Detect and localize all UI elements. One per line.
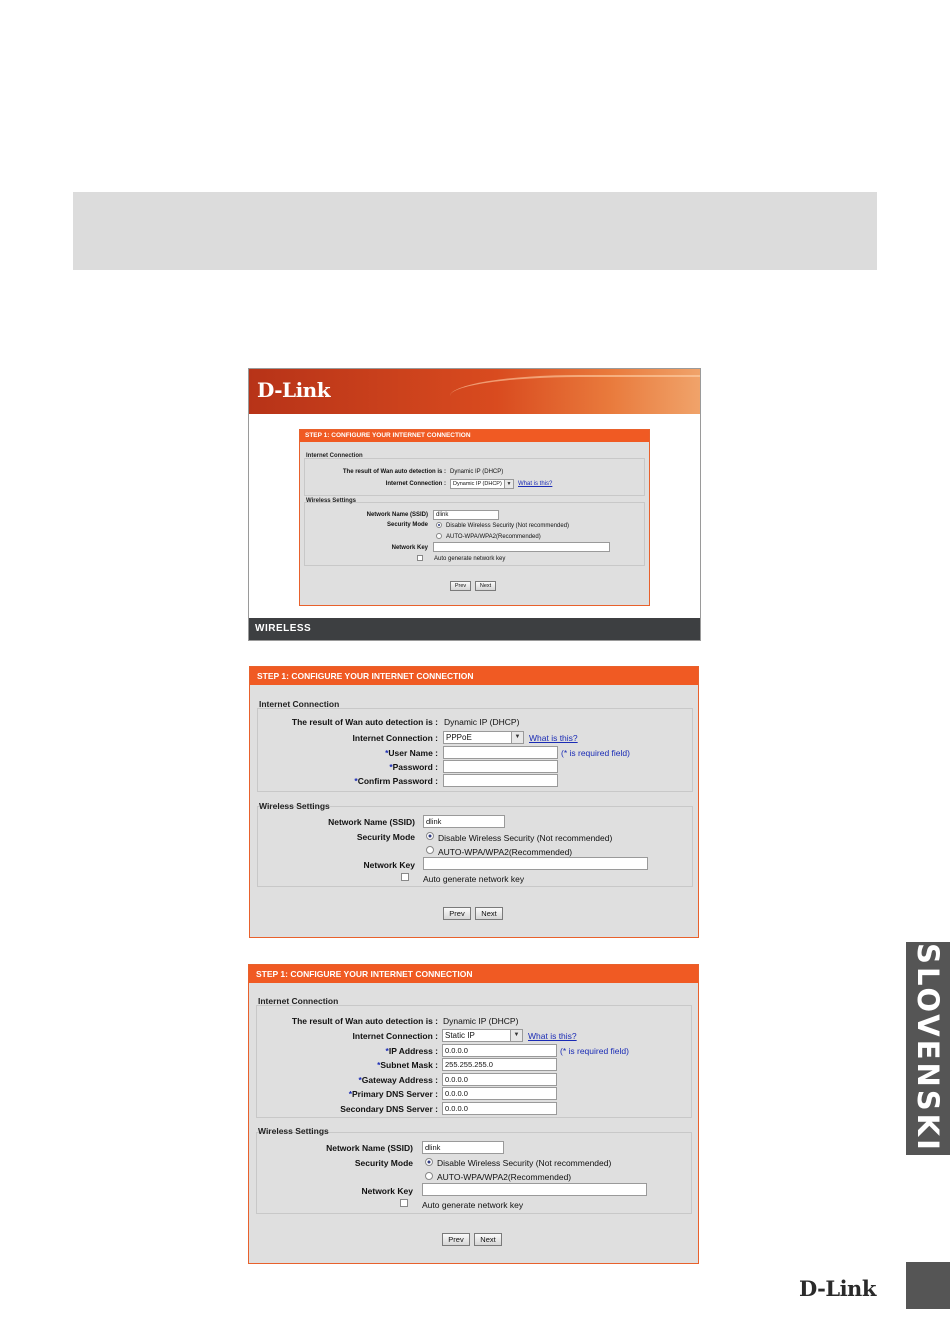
confirm-password-input[interactable] bbox=[443, 774, 558, 787]
security-mode-label: Security Mode bbox=[356, 832, 415, 842]
ip-address-label: *IP Address : bbox=[385, 1046, 438, 1056]
internet-connection-select[interactable]: Dynamic IP (DHCP) ▼ bbox=[450, 479, 514, 489]
wan-detect-value: Dynamic IP (DHCP) bbox=[450, 469, 504, 475]
gateway-address-input[interactable]: 0.0.0.0 bbox=[442, 1073, 557, 1086]
auto-generate-label: Auto generate network key bbox=[423, 874, 525, 884]
ssid-label: Network Name (SSID) bbox=[366, 512, 428, 518]
wan-detect-label: The result of Wan auto detection is : bbox=[291, 1016, 438, 1026]
required-field-note: (* is required field) bbox=[560, 1046, 629, 1056]
chevron-down-icon: ▼ bbox=[511, 732, 523, 743]
wizard-panel-dhcp bbox=[299, 429, 650, 606]
internet-connection-label: Internet Connection : bbox=[352, 733, 438, 743]
primary-dns-label: *Primary DNS Server : bbox=[348, 1089, 438, 1099]
dlink-logo: D-Link bbox=[257, 378, 331, 402]
auto-generate-label: Auto generate network key bbox=[434, 556, 506, 562]
radio-auto-wpa[interactable] bbox=[425, 1172, 433, 1180]
primary-dns-input[interactable]: 0.0.0.0 bbox=[442, 1087, 557, 1100]
page-number-box bbox=[906, 1262, 950, 1309]
radio-auto-wpa-label: AUTO-WPA/WPA2(Recommended) bbox=[437, 1172, 572, 1182]
wizard-panel-static-ip bbox=[248, 964, 699, 1264]
user-name-label: *User Name : bbox=[385, 748, 438, 758]
prev-button[interactable]: Prev bbox=[450, 581, 471, 591]
prev-button[interactable]: Prev bbox=[443, 907, 471, 920]
gateway-address-label: *Gateway Address : bbox=[358, 1075, 438, 1085]
network-key-input[interactable] bbox=[423, 857, 648, 870]
step-title: STEP 1: CONFIGURE YOUR INTERNET CONNECTION bbox=[300, 430, 649, 442]
ssid-input[interactable]: dlink bbox=[422, 1141, 504, 1154]
router-footer-bar bbox=[249, 618, 700, 640]
network-key-label: Network Key bbox=[361, 1186, 413, 1196]
security-mode-label: Security Mode bbox=[386, 522, 428, 528]
confirm-password-label: *Confirm Password : bbox=[354, 776, 438, 786]
wireless-settings-heading: Wireless Settings bbox=[306, 498, 356, 504]
auto-generate-checkbox[interactable] bbox=[400, 1199, 408, 1207]
internet-connection-label: Internet Connection : bbox=[385, 481, 446, 487]
ssid-label: Network Name (SSID) bbox=[328, 817, 415, 827]
internet-connection-heading: Internet Connection bbox=[258, 996, 339, 1006]
radio-disable-security[interactable] bbox=[436, 522, 442, 528]
radio-auto-wpa-label: AUTO-WPA/WPA2(Recommended) bbox=[438, 847, 573, 857]
radio-auto-wpa[interactable] bbox=[426, 846, 434, 854]
security-mode-label: Security Mode bbox=[354, 1158, 413, 1168]
internet-connection-select[interactable]: PPPoE ▼ bbox=[443, 731, 524, 744]
secondary-dns-label: Secondary DNS Server : bbox=[340, 1104, 438, 1114]
header-swoosh bbox=[450, 375, 701, 417]
ssid-label: Network Name (SSID) bbox=[326, 1143, 413, 1153]
password-input[interactable] bbox=[443, 760, 558, 773]
ip-address-input[interactable]: 0.0.0.0 bbox=[442, 1044, 557, 1057]
internet-connection-heading: Internet Connection bbox=[306, 453, 363, 459]
router-header bbox=[249, 369, 700, 414]
what-is-this-link[interactable]: What is this? bbox=[518, 481, 553, 487]
required-field-note: (* is required field) bbox=[561, 748, 630, 758]
radio-disable-security-label: Disable Wireless Security (Not recommended) bbox=[438, 833, 613, 843]
auto-generate-checkbox[interactable] bbox=[417, 555, 423, 561]
radio-disable-security[interactable] bbox=[426, 832, 434, 840]
radio-disable-security-label: Disable Wireless Security (Not recommended) bbox=[437, 1158, 612, 1168]
internet-connection-fieldset bbox=[304, 458, 645, 496]
wan-detect-label: The result of Wan auto detection is : bbox=[342, 469, 446, 475]
wizard-panel-pppoe bbox=[249, 666, 699, 938]
auto-generate-checkbox[interactable] bbox=[401, 873, 409, 881]
network-key-label: Network Key bbox=[391, 545, 428, 551]
section-banner bbox=[73, 192, 877, 270]
chevron-down-icon: ▼ bbox=[510, 1030, 522, 1041]
wan-detect-value: Dynamic IP (DHCP) bbox=[444, 717, 520, 727]
network-key-label: Network Key bbox=[363, 860, 415, 870]
language-side-tab bbox=[906, 942, 950, 1155]
next-button[interactable]: Next bbox=[474, 1233, 502, 1246]
dlink-footer-logo: D-Link bbox=[799, 1276, 876, 1301]
internet-connection-select[interactable]: Static IP ▼ bbox=[442, 1029, 523, 1042]
radio-disable-security[interactable] bbox=[425, 1158, 433, 1166]
router-ui-screenshot-dhcp bbox=[248, 368, 701, 641]
what-is-this-link[interactable]: What is this? bbox=[529, 733, 578, 743]
wan-detect-label: The result of Wan auto detection is : bbox=[291, 717, 438, 727]
subnet-mask-input[interactable]: 255.255.255.0 bbox=[442, 1058, 557, 1071]
user-name-input[interactable] bbox=[443, 746, 558, 759]
auto-generate-label: Auto generate network key bbox=[422, 1200, 524, 1210]
wireless-footer-label: WIRELESS bbox=[255, 623, 312, 634]
step-title: STEP 1: CONFIGURE YOUR INTERNET CONNECTION bbox=[250, 667, 698, 685]
wan-detect-value: Dynamic IP (DHCP) bbox=[443, 1016, 519, 1026]
secondary-dns-input[interactable]: 0.0.0.0 bbox=[442, 1102, 557, 1115]
ssid-input[interactable]: dlink bbox=[423, 815, 505, 828]
subnet-mask-label: *Subnet Mask : bbox=[377, 1060, 438, 1070]
radio-auto-wpa[interactable] bbox=[436, 533, 442, 539]
wireless-settings-heading: Wireless Settings bbox=[259, 801, 330, 811]
internet-connection-label: Internet Connection : bbox=[352, 1031, 438, 1041]
chevron-down-icon: ▼ bbox=[504, 480, 513, 488]
wireless-settings-heading: Wireless Settings bbox=[258, 1126, 329, 1136]
next-button[interactable]: Next bbox=[475, 581, 496, 591]
next-button[interactable]: Next bbox=[475, 907, 503, 920]
ssid-input[interactable]: dlink bbox=[433, 510, 499, 520]
internet-connection-heading: Internet Connection bbox=[259, 699, 340, 709]
what-is-this-link[interactable]: What is this? bbox=[528, 1031, 577, 1041]
network-key-input[interactable] bbox=[433, 542, 610, 552]
radio-auto-wpa-label: AUTO-WPA/WPA2(Recommended) bbox=[446, 534, 541, 540]
prev-button[interactable]: Prev bbox=[442, 1233, 470, 1246]
radio-disable-security-label: Disable Wireless Security (Not recommended) bbox=[446, 523, 570, 529]
step-title: STEP 1: CONFIGURE YOUR INTERNET CONNECTION bbox=[249, 965, 698, 983]
language-label: SLOVENSKI bbox=[911, 943, 945, 1153]
password-label: *Password : bbox=[389, 762, 438, 772]
network-key-input[interactable] bbox=[422, 1183, 647, 1196]
